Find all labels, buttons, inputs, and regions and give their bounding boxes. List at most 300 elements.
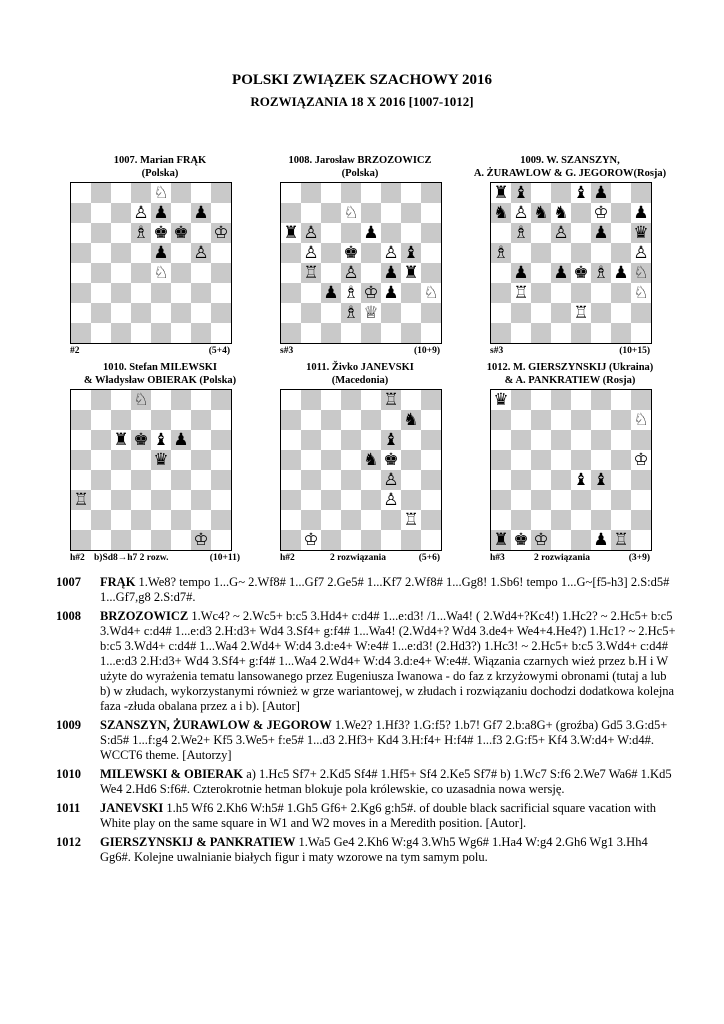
board-square <box>571 430 591 450</box>
board-square <box>131 510 151 530</box>
board-square <box>631 390 651 410</box>
board-square <box>491 430 511 450</box>
board-square <box>211 490 231 510</box>
board-square <box>591 283 611 303</box>
white-pawn-icon: ♙ <box>343 263 359 283</box>
board-square <box>321 323 341 343</box>
board-square <box>321 430 341 450</box>
board-square <box>131 323 151 343</box>
black-rook-icon: ♜ <box>403 263 419 283</box>
board-square <box>171 470 191 490</box>
board-square <box>531 470 551 490</box>
board-square <box>611 510 631 530</box>
white-rook-icon: ♖ <box>303 263 319 283</box>
chess-board <box>70 389 232 551</box>
solution-number: 1012 <box>56 835 81 849</box>
board-square <box>381 303 401 323</box>
board-square <box>111 450 131 470</box>
chess-board <box>70 182 232 344</box>
board-square <box>191 390 211 410</box>
board-square <box>611 470 631 490</box>
white-king-icon: ♔ <box>303 530 319 550</box>
board-square <box>611 223 631 243</box>
board-square <box>211 323 231 343</box>
solution-number: 1010 <box>56 767 81 781</box>
board-square <box>631 490 651 510</box>
board-square <box>531 430 551 450</box>
board-square <box>91 510 111 530</box>
board-square <box>631 323 651 343</box>
board-square <box>611 410 631 430</box>
board-square <box>111 183 131 203</box>
white-knight-icon: ♘ <box>343 203 359 223</box>
board-square <box>571 243 591 263</box>
white-pawn-icon: ♙ <box>383 243 399 263</box>
problem-author: 1008. Jarosław BRZOZOWICZ <box>288 155 432 166</box>
white-pawn-icon: ♙ <box>193 243 209 263</box>
board-square <box>421 530 441 550</box>
black-pawn-icon: ♟ <box>153 243 169 263</box>
white-knight-icon: ♘ <box>153 263 169 283</box>
black-king-icon: ♚ <box>573 263 589 283</box>
board-square <box>551 510 571 530</box>
board-square <box>491 410 511 430</box>
solution-author: BRZOZOWICZ <box>100 609 189 623</box>
twin-info: 2 rozwiązania <box>534 553 591 563</box>
board-square <box>171 243 191 263</box>
board-square <box>611 283 631 303</box>
board-square <box>171 490 191 510</box>
stipulation: h#2 <box>70 553 85 563</box>
twin-info: b)Sd8→h7 2 rozw. <box>94 553 169 563</box>
white-king-icon: ♔ <box>363 283 379 303</box>
board-square <box>571 490 591 510</box>
board-square <box>571 283 591 303</box>
board-square <box>191 283 211 303</box>
board-square <box>91 410 111 430</box>
piece-count: (5+6) <box>418 553 440 563</box>
board-square <box>321 490 341 510</box>
black-knight-icon: ♞ <box>363 450 379 470</box>
board-square <box>591 490 611 510</box>
board-square <box>91 283 111 303</box>
board-square <box>631 183 651 203</box>
white-pawn-icon: ♙ <box>633 243 649 263</box>
board-square <box>71 243 91 263</box>
board-square <box>321 303 341 323</box>
chess-board <box>490 389 652 551</box>
board-square <box>511 303 531 323</box>
board-square <box>171 263 191 283</box>
chess-board <box>280 182 442 344</box>
black-pawn-icon: ♟ <box>153 203 169 223</box>
white-king-icon: ♔ <box>193 530 209 550</box>
board-square <box>381 223 401 243</box>
board-square <box>531 243 551 263</box>
piece-count: (5+4) <box>208 346 230 356</box>
board-square <box>631 510 651 530</box>
black-bishop-icon: ♝ <box>573 183 589 203</box>
board-square <box>151 390 171 410</box>
board-square <box>571 203 591 223</box>
board-square <box>551 530 571 550</box>
black-knight-icon: ♞ <box>533 203 549 223</box>
board-square <box>71 203 91 223</box>
board-square <box>341 390 361 410</box>
white-knight-icon: ♘ <box>133 390 149 410</box>
board-square <box>71 510 91 530</box>
problem-author: 1009. W. SZANSZYN, <box>520 155 620 166</box>
board-square <box>531 303 551 323</box>
board-square <box>131 183 151 203</box>
board-square <box>71 223 91 243</box>
board-square <box>511 470 531 490</box>
board-square <box>341 490 361 510</box>
solution-1009 <box>56 718 676 763</box>
board-square <box>361 323 381 343</box>
board-square <box>191 510 211 530</box>
white-knight-icon: ♘ <box>153 183 169 203</box>
black-bishop-icon: ♝ <box>573 470 589 490</box>
problem-heading <box>450 362 690 387</box>
board-square <box>151 530 171 550</box>
black-queen-icon: ♛ <box>493 390 509 410</box>
board-square <box>91 450 111 470</box>
stipulation: h#3 <box>490 553 505 563</box>
board-square <box>131 450 151 470</box>
board-square <box>91 223 111 243</box>
chess-board <box>280 389 442 551</box>
white-king-icon: ♔ <box>213 223 229 243</box>
board-square <box>91 430 111 450</box>
black-pawn-icon: ♟ <box>323 283 339 303</box>
board-square <box>551 183 571 203</box>
black-rook-icon: ♜ <box>493 530 509 550</box>
board-square <box>131 263 151 283</box>
board-square <box>111 490 131 510</box>
white-pawn-icon: ♙ <box>383 470 399 490</box>
board-square <box>91 490 111 510</box>
board-square <box>211 470 231 490</box>
board-square <box>71 183 91 203</box>
board-square <box>591 303 611 323</box>
piece-count: (3+9) <box>628 553 650 563</box>
board-square <box>511 430 531 450</box>
chess-board <box>490 182 652 344</box>
board-square <box>281 470 301 490</box>
board-square <box>91 203 111 223</box>
white-queen-icon: ♕ <box>363 303 379 323</box>
board-square <box>211 530 231 550</box>
board-square <box>321 263 341 283</box>
board-square <box>301 510 321 530</box>
board-square <box>421 243 441 263</box>
board-square <box>91 183 111 203</box>
board-square <box>171 530 191 550</box>
black-pawn-icon: ♟ <box>193 203 209 223</box>
board-square <box>191 183 211 203</box>
board-square <box>491 450 511 470</box>
board-square <box>571 530 591 550</box>
board-square <box>381 323 401 343</box>
problem-country: (Macedonia) <box>331 374 389 386</box>
board-square <box>191 410 211 430</box>
board-square <box>421 510 441 530</box>
board-square <box>301 410 321 430</box>
board-square <box>611 490 631 510</box>
board-square <box>171 283 191 303</box>
board-square <box>381 410 401 430</box>
board-square <box>361 490 381 510</box>
problem-heading <box>240 155 480 180</box>
board-square <box>341 183 361 203</box>
stipulation: h#2 <box>280 553 295 563</box>
board-square <box>491 223 511 243</box>
board-square <box>171 203 191 223</box>
board-square <box>611 303 631 323</box>
solution-author: JANEVSKI <box>100 801 164 815</box>
board-square <box>301 303 321 323</box>
white-bishop-icon: ♗ <box>343 303 359 323</box>
board-square <box>531 183 551 203</box>
board-square <box>631 470 651 490</box>
page-title: POLSKI ZWIĄZEK SZACHOWY 2016 <box>232 72 492 88</box>
white-bishop-icon: ♗ <box>493 243 509 263</box>
problem-author: 1010. Stefan MILEWSKI <box>102 362 218 373</box>
black-pawn-icon: ♟ <box>383 263 399 283</box>
board-square <box>71 263 91 283</box>
board-square <box>361 183 381 203</box>
problem-country: & Władysław OBIERAK (Polska) <box>83 374 237 386</box>
black-queen-icon: ♛ <box>633 223 649 243</box>
board-square <box>91 243 111 263</box>
board-square <box>211 510 231 530</box>
board-square <box>341 470 361 490</box>
board-square <box>361 243 381 263</box>
board-square <box>151 323 171 343</box>
stipulation: s#3 <box>280 346 294 356</box>
board-square <box>401 303 421 323</box>
problem-author: 1011. Živko JANEVSKI <box>306 362 414 373</box>
solution-text: 1.h5 Wf6 2.Kh6 W:h5# 1.Gh5 Gf6+ 2.Kg6 g:h5#. of double black sacrificial square vacation with White play on the same square in W1 and W2 moves in a Meredith position. [Autor]. <box>100 801 657 830</box>
white-king-icon: ♔ <box>533 530 549 550</box>
board-square <box>571 510 591 530</box>
solution-author: GIERSZYNSKIJ & PANKRATIEW <box>100 835 296 849</box>
board-square <box>401 490 421 510</box>
board-square <box>151 510 171 530</box>
board-square <box>171 390 191 410</box>
black-pawn-icon: ♟ <box>363 223 379 243</box>
board-square <box>171 510 191 530</box>
board-square <box>531 510 551 530</box>
black-pawn-icon: ♟ <box>613 263 629 283</box>
board-square <box>321 223 341 243</box>
black-knight-icon: ♞ <box>553 203 569 223</box>
board-square <box>531 410 551 430</box>
twin-info: 2 rozwiązania <box>330 553 387 563</box>
board-square <box>631 430 651 450</box>
board-square <box>611 243 631 263</box>
board-square <box>571 390 591 410</box>
problem-country: A. ŻURAWLOW & G. JEGOROW(Rosja) <box>473 167 667 179</box>
board-square <box>151 470 171 490</box>
black-king-icon: ♚ <box>153 223 169 243</box>
board-square <box>91 530 111 550</box>
black-bishop-icon: ♝ <box>593 470 609 490</box>
board-square <box>401 183 421 203</box>
white-rook-icon: ♖ <box>513 283 529 303</box>
white-rook-icon: ♖ <box>613 530 629 550</box>
board-square <box>631 303 651 323</box>
board-square <box>591 410 611 430</box>
white-king-icon: ♔ <box>593 203 609 223</box>
board-square <box>191 263 211 283</box>
solution-1011 <box>56 801 676 831</box>
board-square <box>301 183 321 203</box>
problem-country: & A. PANKRATIEW (Rosja) <box>504 374 636 386</box>
board-square <box>341 450 361 470</box>
board-square <box>111 410 131 430</box>
board-square <box>71 530 91 550</box>
board-square <box>281 283 301 303</box>
board-square <box>341 323 361 343</box>
board-square <box>361 390 381 410</box>
black-rook-icon: ♜ <box>283 223 299 243</box>
problem-country: (Polska) <box>141 167 179 179</box>
black-pawn-icon: ♟ <box>383 283 399 303</box>
board-square <box>191 470 211 490</box>
board-square <box>91 390 111 410</box>
black-queen-icon: ♛ <box>153 450 169 470</box>
board-square <box>611 390 631 410</box>
stipulation: s#3 <box>490 346 504 356</box>
board-square <box>111 530 131 550</box>
board-square <box>171 303 191 323</box>
black-pawn-icon: ♟ <box>513 263 529 283</box>
board-square <box>151 283 171 303</box>
board-square <box>611 183 631 203</box>
board-square <box>341 530 361 550</box>
board-square <box>611 430 631 450</box>
board-square <box>151 303 171 323</box>
board-square <box>71 283 91 303</box>
white-pawn-icon: ♙ <box>553 223 569 243</box>
board-square <box>531 263 551 283</box>
board-square <box>341 223 361 243</box>
board-square <box>301 450 321 470</box>
board-square <box>491 510 511 530</box>
board-square <box>281 203 301 223</box>
board-square <box>281 243 301 263</box>
board-square <box>571 323 591 343</box>
board-square <box>511 323 531 343</box>
board-square <box>531 283 551 303</box>
board-square <box>491 303 511 323</box>
white-rook-icon: ♖ <box>73 490 89 510</box>
white-knight-icon: ♘ <box>633 283 649 303</box>
white-bishop-icon: ♗ <box>133 223 149 243</box>
board-square <box>361 530 381 550</box>
board-square <box>491 323 511 343</box>
black-knight-icon: ♞ <box>493 203 509 223</box>
board-square <box>71 430 91 450</box>
white-knight-icon: ♘ <box>423 283 439 303</box>
board-square <box>321 203 341 223</box>
board-square <box>131 530 151 550</box>
black-king-icon: ♚ <box>133 430 149 450</box>
black-king-icon: ♚ <box>513 530 529 550</box>
board-square <box>301 283 321 303</box>
board-square <box>361 430 381 450</box>
white-rook-icon: ♖ <box>403 510 419 530</box>
board-square <box>131 470 151 490</box>
black-king-icon: ♚ <box>343 243 359 263</box>
black-bishop-icon: ♝ <box>153 430 169 450</box>
white-pawn-icon: ♙ <box>303 243 319 263</box>
board-square <box>91 323 111 343</box>
black-bishop-icon: ♝ <box>513 183 529 203</box>
board-square <box>211 390 231 410</box>
board-square <box>171 450 191 470</box>
board-square <box>321 183 341 203</box>
board-square <box>131 410 151 430</box>
black-rook-icon: ♜ <box>493 183 509 203</box>
piece-count: (10+15) <box>619 346 650 356</box>
board-square <box>191 223 211 243</box>
board-square <box>551 450 571 470</box>
board-square <box>571 410 591 430</box>
problem-author: 1007. Marian FRĄK <box>113 155 207 166</box>
board-square <box>401 323 421 343</box>
board-square <box>591 243 611 263</box>
solution-1007 <box>56 575 676 605</box>
white-rook-icon: ♖ <box>573 303 589 323</box>
black-king-icon: ♚ <box>173 223 189 243</box>
board-square <box>111 390 131 410</box>
board-square <box>361 263 381 283</box>
board-square <box>421 450 441 470</box>
board-square <box>611 203 631 223</box>
board-square <box>551 390 571 410</box>
black-pawn-icon: ♟ <box>593 530 609 550</box>
board-square <box>551 430 571 450</box>
board-square <box>211 243 231 263</box>
board-square <box>421 390 441 410</box>
solution-number: 1011 <box>56 801 81 815</box>
solution-number: 1007 <box>56 575 81 589</box>
problem-author: 1012. M. GIERSZYNSKIJ (Ukraina) <box>486 362 654 373</box>
board-square <box>421 323 441 343</box>
white-pawn-icon: ♙ <box>513 203 529 223</box>
board-square <box>361 510 381 530</box>
board-square <box>491 490 511 510</box>
board-square <box>281 183 301 203</box>
board-square <box>611 450 631 470</box>
board-square <box>191 303 211 323</box>
board-square <box>491 263 511 283</box>
board-square <box>421 490 441 510</box>
solution-1008 <box>56 609 676 714</box>
board-square <box>211 410 231 430</box>
board-square <box>301 470 321 490</box>
board-square <box>531 390 551 410</box>
board-square <box>401 430 421 450</box>
board-square <box>571 450 591 470</box>
board-square <box>321 390 341 410</box>
white-bishop-icon: ♗ <box>593 263 609 283</box>
board-square <box>551 323 571 343</box>
white-king-icon: ♔ <box>633 450 649 470</box>
